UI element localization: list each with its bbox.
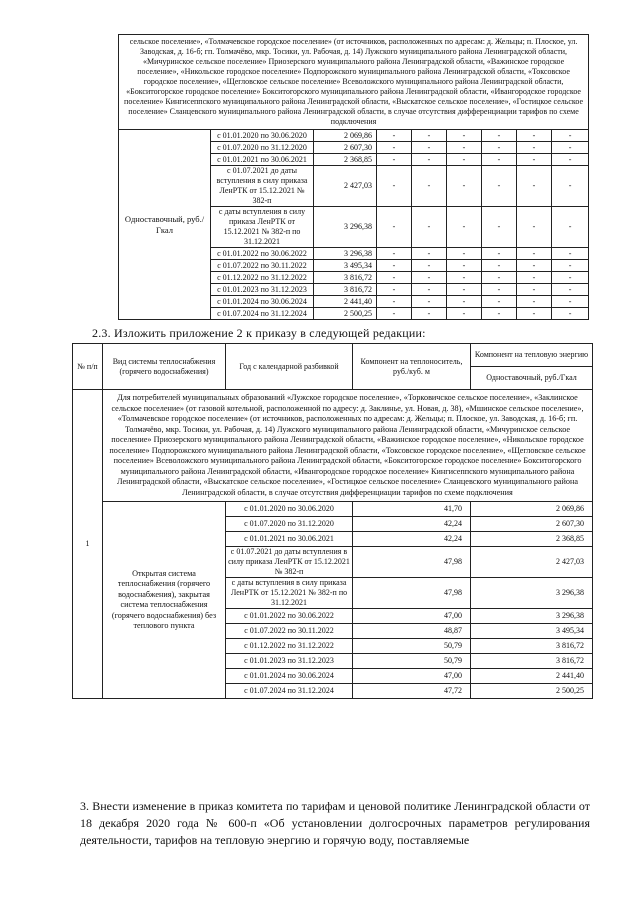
period-cell: с 01.12.2022 по 31.12.2022 [226, 639, 353, 654]
empty-dash-cell: - [552, 308, 589, 320]
empty-dash-cell: - [447, 207, 482, 248]
empty-dash-cell: - [552, 296, 589, 308]
carrier-value-cell: 47,00 [353, 609, 471, 624]
carrier-value-cell: 41,70 [353, 502, 471, 517]
empty-dash-cell: - [377, 308, 412, 320]
header-energy-component: Компонент на тепловую энергию [471, 344, 593, 367]
empty-dash-cell: - [517, 154, 552, 166]
energy-value-cell: 2 069,86 [471, 502, 593, 517]
energy-value-cell: 2 500,25 [471, 684, 593, 699]
empty-dash-cell: - [482, 308, 517, 320]
empty-dash-cell: - [552, 248, 589, 260]
period-cell: с 01.07.2021 до даты вступления в силу приказа ЛенРТК от 15.12.2021 № 382-п [226, 547, 353, 578]
period-cell: с 01.07.2020 по 31.12.2020 [211, 142, 314, 154]
empty-dash-cell: - [482, 296, 517, 308]
carrier-value-cell: 42,24 [353, 532, 471, 547]
empty-dash-cell: - [482, 130, 517, 142]
empty-dash-cell: - [447, 260, 482, 272]
carrier-value-cell: 50,79 [353, 654, 471, 669]
empty-dash-cell: - [412, 272, 447, 284]
period-cell: с 01.07.2024 по 31.12.2024 [211, 308, 314, 320]
empty-dash-cell: - [412, 166, 447, 207]
empty-dash-cell: - [552, 272, 589, 284]
tariff-value-cell: 3 816,72 [314, 284, 377, 296]
empty-dash-cell: - [552, 207, 589, 248]
period-cell: с 01.07.2022 по 30.11.2022 [211, 260, 314, 272]
period-cell: с даты вступления в силу приказа ЛенРТК от 15.12.2021 № 382-п по 31.12.2021 [226, 578, 353, 609]
empty-dash-cell: - [377, 248, 412, 260]
consumer-description: Для потребителей муниципальных образований «Лужское городское поселение», «Торковичское сельское поселение», «Заклинское сельское поселение» (от газовой котельной, расположенной по адресу: д. Заклинье, ул. Новая, д. 38), «Мшинское сельское поселение», «Толмачевское городское поселение» (от источников, расположенных по адресам: д. Жельцы; п. Плоское, ул. Заводская, д. 16-б; гп. Толмачёво, мкр. Тосики, ул. Рабочая, д. 14) Лужского муниципального района Ленинградской области, «Мичуринское сельское поселение» Приозерского муниципального района Ленинградской области, «Важинское городское поселение», «Никольское городское поселение» Подпорожского муниципального района Ленинградской области, «Токсовское городское поселение», «Щегловское сельское поселение» Всеволожского муниципального района Ленинградской области, «Бокситогорское городское поселение» Бокситогорского муниципального района Ленинградской области, «Ивангородское городское поселение» Кингисеппского муниципального района Ленинградской области, «Выскатское сельское поселение», «Гостицкое сельское поселение» Сланцевского муниципального района Ленинградской области, в случае отсутствия дифференциации тарифов по схеме подключения [103, 390, 593, 502]
empty-dash-cell: - [517, 142, 552, 154]
energy-value-cell: 2 607,30 [471, 517, 593, 532]
period-cell: с 01.07.2022 по 30.11.2022 [226, 624, 353, 639]
empty-dash-cell: - [552, 154, 589, 166]
paragraph-3: 3. Внести изменение в приказ комитета по тарифам и ценовой политике Ленинградской области от 18 декабря 2020 года № 600-п «Об установлении долгосрочных параметров регулирования деятельности, тарифов на тепловую энергию и горячую воду, поставляемые [80, 799, 590, 847]
empty-dash-cell: - [412, 130, 447, 142]
period-cell: с 01.01.2021 по 30.06.2021 [211, 154, 314, 166]
energy-value-cell: 3 816,72 [471, 654, 593, 669]
empty-dash-cell: - [552, 130, 589, 142]
section-heading: 2.3. Изложить приложение 2 к приказу в следующей редакции: [92, 326, 426, 340]
empty-dash-cell: - [447, 308, 482, 320]
tariff-value-cell: 3 816,72 [314, 272, 377, 284]
energy-value-cell: 3 816,72 [471, 639, 593, 654]
table-row [119, 130, 589, 142]
header-year: Год с календарной разбивкой [226, 344, 353, 390]
empty-dash-cell: - [447, 296, 482, 308]
period-cell: с 01.01.2021 по 30.06.2021 [226, 532, 353, 547]
empty-dash-cell: - [482, 260, 517, 272]
empty-dash-cell: - [447, 130, 482, 142]
empty-dash-cell: - [447, 284, 482, 296]
carrier-value-cell: 47,72 [353, 684, 471, 699]
period-cell: с 01.01.2024 по 30.06.2024 [211, 296, 314, 308]
empty-dash-cell: - [482, 248, 517, 260]
empty-dash-cell: - [552, 166, 589, 207]
energy-value-cell: 3 296,38 [471, 609, 593, 624]
tariff-value-cell: 3 495,34 [314, 260, 377, 272]
empty-dash-cell: - [412, 207, 447, 248]
energy-value-cell: 3 495,34 [471, 624, 593, 639]
table-row [73, 390, 593, 502]
empty-dash-cell: - [377, 207, 412, 248]
period-cell: с даты вступления в силу приказа ЛенРТК от 15.12.2021 № 382-п по 31.12.2021 [211, 207, 314, 248]
carrier-value-cell: 50,79 [353, 639, 471, 654]
empty-dash-cell: - [482, 207, 517, 248]
header-number: № п/п [73, 344, 103, 390]
tariff-value-cell: 2 069,86 [314, 130, 377, 142]
system-type-cell: Открытая система теплоснабжения (горячего водоснабжения), закрытая система теплоснабжения (горячего водоснабжения) без теплового пункта [103, 502, 226, 699]
empty-dash-cell: - [517, 308, 552, 320]
period-cell: с 01.01.2023 по 31.12.2023 [211, 284, 314, 296]
energy-value-cell: 2 427,03 [471, 547, 593, 578]
empty-dash-cell: - [377, 284, 412, 296]
carrier-value-cell: 48,87 [353, 624, 471, 639]
empty-dash-cell: - [482, 284, 517, 296]
empty-dash-cell: - [412, 142, 447, 154]
empty-dash-cell: - [517, 207, 552, 248]
empty-dash-cell: - [377, 296, 412, 308]
energy-value-cell: 3 296,38 [471, 578, 593, 609]
empty-dash-cell: - [447, 142, 482, 154]
tariff-value-cell: 2 427,03 [314, 166, 377, 207]
period-cell: с 01.07.2024 по 31.12.2024 [226, 684, 353, 699]
appendix-2-table [72, 343, 593, 699]
header-carrier-component: Компонент на теплоноситель, руб./куб. м [353, 344, 471, 390]
tariff-value-cell: 2 500,25 [314, 308, 377, 320]
period-cell: с 01.12.2022 по 31.12.2022 [211, 272, 314, 284]
header-energy-single-rate: Одноставочный, руб./Гкал [471, 367, 593, 390]
empty-dash-cell: - [412, 260, 447, 272]
empty-dash-cell: - [482, 154, 517, 166]
row-number: 1 [73, 390, 103, 699]
tariff-value-cell: 3 296,38 [314, 207, 377, 248]
energy-value-cell: 2 368,85 [471, 532, 593, 547]
tariff-value-cell: 2 441,40 [314, 296, 377, 308]
carrier-value-cell: 47,00 [353, 669, 471, 684]
period-cell: с 01.07.2021 до даты вступления в силу приказа ЛенРТК от 15.12.2021 № 382-п [211, 166, 314, 207]
empty-dash-cell: - [377, 260, 412, 272]
carrier-value-cell: 47,98 [353, 578, 471, 609]
empty-dash-cell: - [412, 248, 447, 260]
empty-dash-cell: - [517, 260, 552, 272]
tariff-value-cell: 2 368,85 [314, 154, 377, 166]
table-row [73, 502, 593, 517]
empty-dash-cell: - [552, 284, 589, 296]
empty-dash-cell: - [482, 142, 517, 154]
empty-dash-cell: - [552, 260, 589, 272]
empty-dash-cell: - [517, 130, 552, 142]
empty-dash-cell: - [377, 272, 412, 284]
header-system-type: Вид системы теплоснабжения (горячего водоснабжения) [103, 344, 226, 390]
period-cell: с 01.01.2020 по 30.06.2020 [211, 130, 314, 142]
carrier-value-cell: 47,98 [353, 547, 471, 578]
consumer-description: сельское поселение», «Толмачевское городское поселение» (от источников, расположенных по адресам: д. Жельцы; п. Плоское, ул. Заводская, д. 16-б; гп. Толмачёво, мкр. Тосики, ул. Рабочая, д. 14) Лужского муниципального района Ленинградской области, «Мичуринское сельское поселение» Приозерского муниципального района Ленинградской области, «Важинское городское поселение», «Никольское городское поселение» Подпорожского муниципального района Ленинградской области, «Токсовское городское поселение», «Щегловское сельское поселение» Всеволожского муниципального района Ленинградской области, «Бокситогорское городское поселение» Бокситогорского муниципального района Ленинградской области, «Ивангородское городское поселение» Кингисеппского муниципального района Ленинградской области, «Выскатское сельское поселение», «Гостицкое сельское поселение» Сланцевского муниципального района Ленинградской области, в случае отсутствия дифференциации тарифов по схеме подключения [119, 35, 589, 130]
period-cell: с 01.01.2023 по 31.12.2023 [226, 654, 353, 669]
category-cell: Одноставочный, руб./Гкал [119, 130, 211, 320]
empty-dash-cell: - [517, 272, 552, 284]
energy-value-cell: 2 441,40 [471, 669, 593, 684]
period-cell: с 01.01.2022 по 30.06.2022 [226, 609, 353, 624]
empty-dash-cell: - [552, 142, 589, 154]
carrier-value-cell: 42,24 [353, 517, 471, 532]
empty-dash-cell: - [482, 166, 517, 207]
empty-dash-cell: - [412, 284, 447, 296]
empty-dash-cell: - [482, 272, 517, 284]
period-cell: с 01.01.2024 по 30.06.2024 [226, 669, 353, 684]
empty-dash-cell: - [517, 166, 552, 207]
period-cell: с 01.07.2020 по 31.12.2020 [226, 517, 353, 532]
empty-dash-cell: - [377, 154, 412, 166]
tariff-table-continuation [118, 34, 589, 320]
empty-dash-cell: - [447, 166, 482, 207]
empty-dash-cell: - [377, 130, 412, 142]
empty-dash-cell: - [412, 308, 447, 320]
empty-dash-cell: - [412, 296, 447, 308]
period-cell: с 01.01.2022 по 30.06.2022 [211, 248, 314, 260]
empty-dash-cell: - [377, 142, 412, 154]
empty-dash-cell: - [447, 272, 482, 284]
empty-dash-cell: - [517, 296, 552, 308]
empty-dash-cell: - [412, 154, 447, 166]
empty-dash-cell: - [377, 166, 412, 207]
empty-dash-cell: - [447, 248, 482, 260]
tariff-value-cell: 2 607,30 [314, 142, 377, 154]
empty-dash-cell: - [447, 154, 482, 166]
empty-dash-cell: - [517, 248, 552, 260]
empty-dash-cell: - [517, 284, 552, 296]
period-cell: с 01.01.2020 по 30.06.2020 [226, 502, 353, 517]
tariff-value-cell: 3 296,38 [314, 248, 377, 260]
